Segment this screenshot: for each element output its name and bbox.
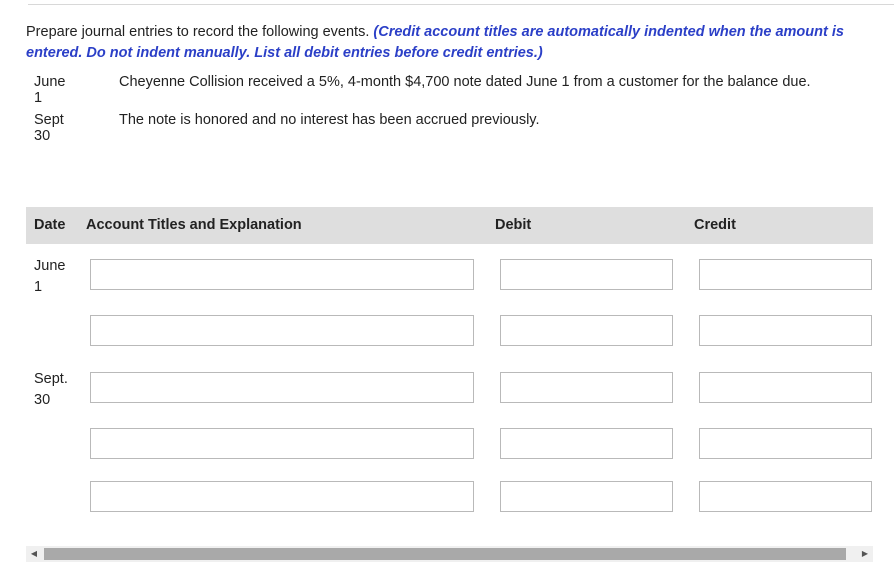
debit-input[interactable] bbox=[500, 428, 673, 459]
row-date-month: Sept. bbox=[34, 371, 68, 387]
journal-header bbox=[26, 207, 873, 244]
account-title-input[interactable] bbox=[90, 481, 474, 512]
journal-row bbox=[26, 481, 873, 515]
credit-input[interactable] bbox=[699, 315, 872, 346]
horizontal-scrollbar[interactable] bbox=[26, 546, 873, 562]
account-title-input[interactable] bbox=[90, 372, 474, 403]
debit-input[interactable] bbox=[500, 315, 673, 346]
debit-input[interactable] bbox=[500, 372, 673, 403]
journal-row bbox=[26, 428, 873, 462]
row-date-day: 30 bbox=[34, 392, 51, 408]
header-debit: Debit bbox=[495, 217, 532, 233]
event-description: Cheyenne Collision received a 5%, 4-month $4,700 note dated June 1 from a customer for the balance due. bbox=[119, 74, 811, 90]
header-date: Date bbox=[34, 217, 66, 233]
instructions-emphasis: (Credit account titles are automatically indented when the amount is entered. Do not indent manually. List all debit entries before credit entries.) bbox=[26, 24, 844, 61]
header-credit: Credit bbox=[694, 217, 736, 233]
debit-input[interactable] bbox=[500, 481, 673, 512]
event-description: The note is honored and no interest has been accrued previously. bbox=[119, 112, 540, 128]
row-date bbox=[34, 256, 65, 298]
credit-input[interactable] bbox=[699, 428, 872, 459]
credit-input[interactable] bbox=[699, 259, 872, 290]
credit-input[interactable] bbox=[699, 481, 872, 512]
journal-row bbox=[26, 315, 873, 349]
top-divider bbox=[28, 4, 894, 5]
account-title-input[interactable] bbox=[90, 315, 474, 346]
scroll-right-icon[interactable]: ▶ bbox=[861, 549, 869, 558]
event-date: Sept 30 bbox=[34, 112, 64, 144]
scrollbar-thumb[interactable] bbox=[44, 548, 846, 560]
journal-row bbox=[26, 372, 873, 406]
instructions-text: Prepare journal entries to record the following events. bbox=[26, 24, 374, 40]
row-date-day: 1 bbox=[34, 279, 43, 295]
debit-input[interactable] bbox=[500, 259, 673, 290]
account-title-input[interactable] bbox=[90, 259, 474, 290]
credit-input[interactable] bbox=[699, 372, 872, 403]
instructions bbox=[26, 22, 876, 64]
event-date: June 1 bbox=[34, 74, 66, 106]
account-title-input[interactable] bbox=[90, 428, 474, 459]
scroll-left-icon[interactable]: ◀ bbox=[30, 549, 38, 558]
row-date bbox=[34, 369, 68, 411]
journal-row bbox=[26, 259, 873, 293]
header-account: Account Titles and Explanation bbox=[86, 217, 302, 233]
row-date-month: June bbox=[34, 258, 66, 274]
